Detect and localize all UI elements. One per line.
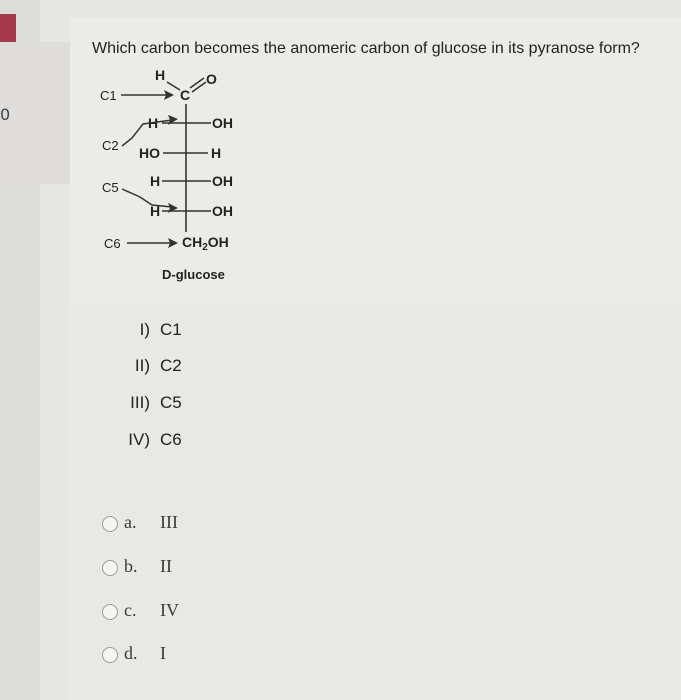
- top-h-label: H: [155, 67, 166, 83]
- callout-c2: C2: [102, 138, 119, 153]
- bottom-group: [182, 234, 229, 253]
- row2-left: HO: [139, 145, 160, 161]
- c-o-double-bond-2: [192, 82, 206, 92]
- top-o-label: O: [206, 71, 217, 87]
- question-text: Which carbon becomes the anomeric carbon of glucose in its pyranose form?: [92, 40, 640, 57]
- bottom-oh: OH: [207, 234, 229, 250]
- radio-button[interactable]: [102, 560, 118, 576]
- question-number: 0: [0, 105, 11, 124]
- row4-left: H: [150, 203, 161, 219]
- option-label: a.: [124, 512, 137, 532]
- roman-numeral: II): [134, 356, 150, 375]
- roman-numeral: III): [130, 393, 150, 412]
- roman-value: C1: [160, 320, 182, 339]
- row4-right: OH: [212, 203, 233, 219]
- c-o-double-bond-1: [190, 78, 204, 88]
- radio-button[interactable]: [102, 604, 118, 620]
- callout-c6: C6: [104, 236, 121, 251]
- roman-value: C2: [160, 356, 182, 375]
- bottom-ch: CH: [182, 234, 203, 250]
- arrow-c5-line: [122, 189, 172, 207]
- bottom-subscript: 2: [202, 242, 208, 253]
- roman-value: C6: [160, 430, 182, 449]
- h-c-bond: [167, 82, 180, 90]
- row3-left: H: [150, 173, 161, 189]
- roman-numeral: I): [139, 320, 150, 339]
- radio-button[interactable]: [102, 647, 118, 663]
- arrow-c2-line: [122, 120, 172, 146]
- roman-value: C5: [160, 393, 182, 412]
- roman-numeral: IV): [128, 430, 150, 449]
- option-label: b.: [124, 556, 138, 576]
- row2-right: H: [211, 145, 222, 161]
- row1-left: H: [148, 115, 159, 131]
- callout-c5: C5: [102, 180, 119, 195]
- radio-button[interactable]: [102, 516, 118, 532]
- option-label: c.: [124, 600, 137, 620]
- row3-right: OH: [212, 173, 233, 189]
- option-value: III: [160, 512, 178, 532]
- option-label: d.: [124, 643, 138, 663]
- option-value: IV: [160, 600, 179, 620]
- callout-c1: C1: [100, 88, 117, 103]
- top-c-label: C: [180, 87, 191, 103]
- structure-name: D-glucose: [162, 267, 225, 282]
- option-value: II: [160, 556, 172, 576]
- row1-right: OH: [212, 115, 233, 131]
- option-value: I: [160, 643, 166, 663]
